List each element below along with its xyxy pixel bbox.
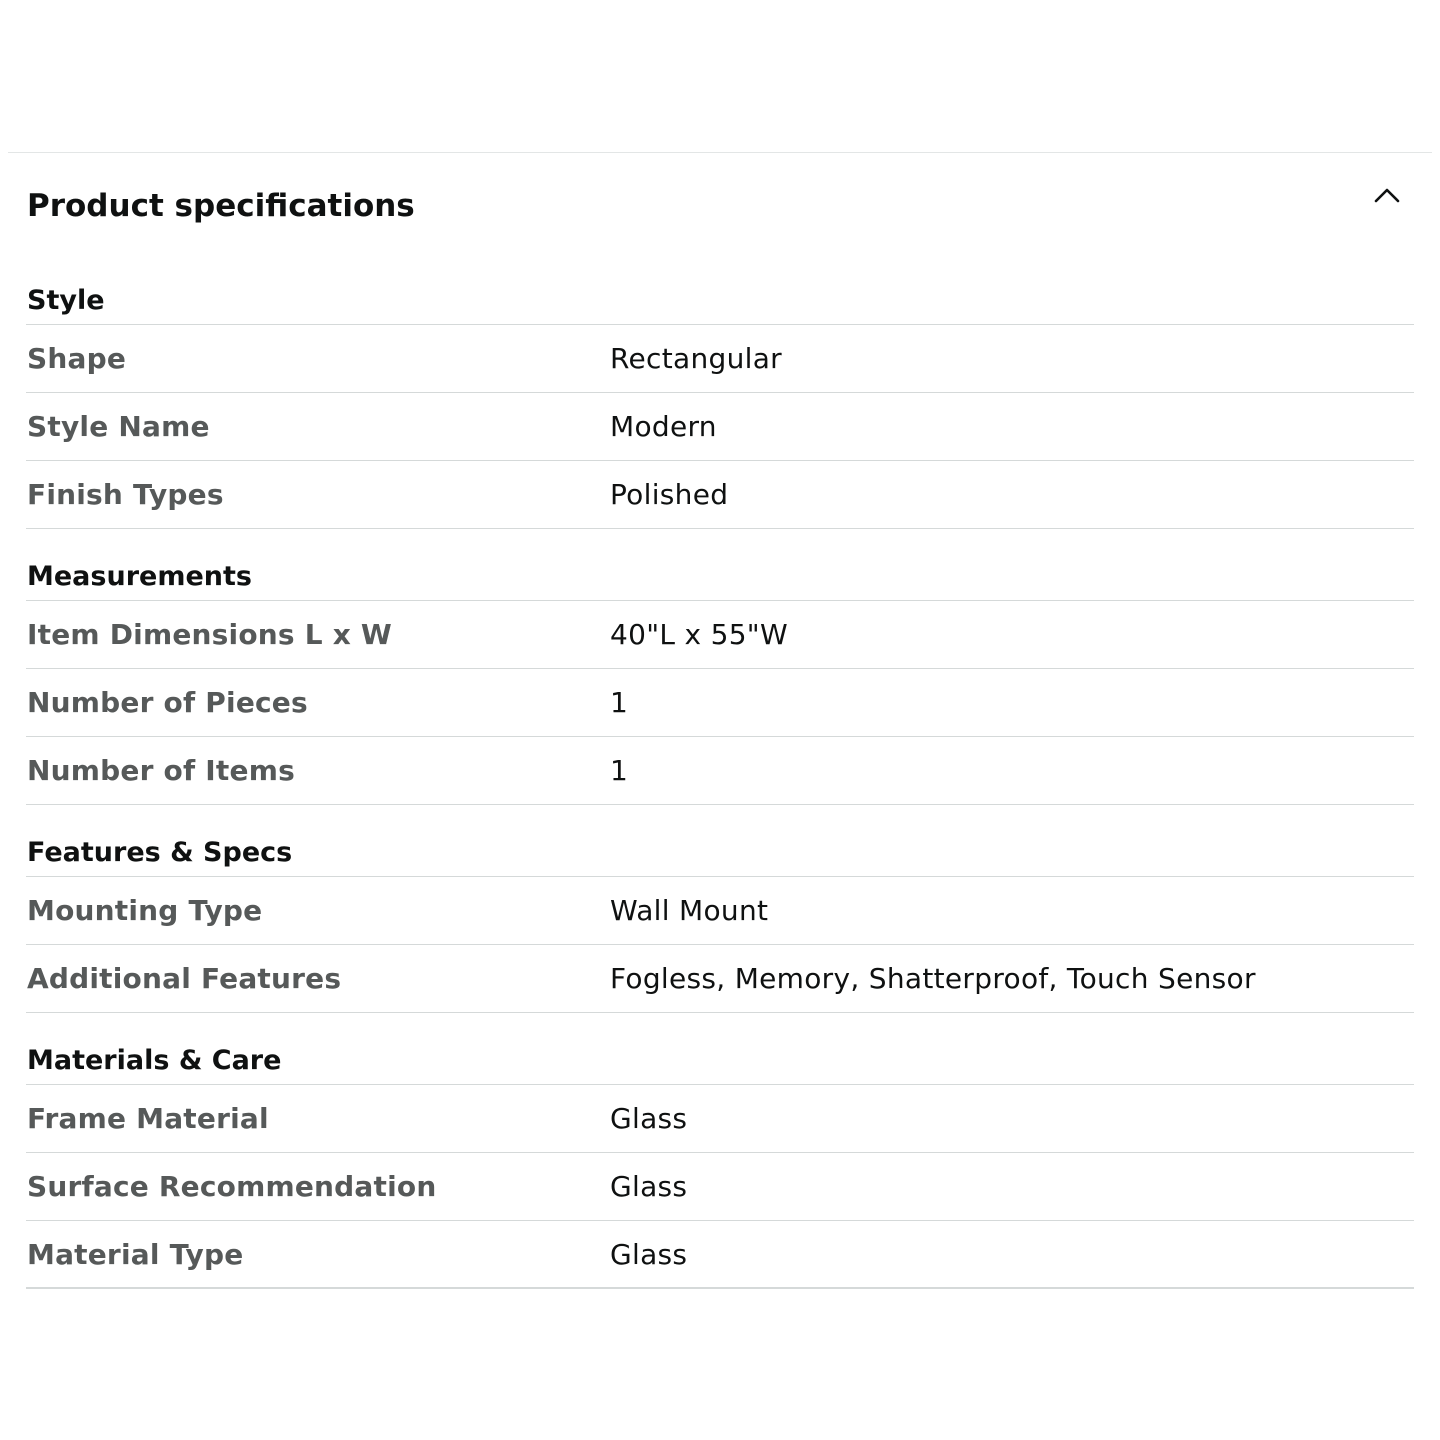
spec-value: Glass [610, 1237, 688, 1271]
spec-label: Number of Items [27, 754, 295, 787]
spec-value: Modern [610, 410, 717, 443]
panel-header[interactable] [26, 153, 1414, 253]
spec-label: Style Name [27, 410, 210, 443]
spec-label: Finish Types [27, 478, 224, 511]
spec-label: Material Type [27, 1237, 244, 1271]
spec-row [26, 325, 1414, 393]
spec-label: Number of Pieces [27, 686, 308, 719]
section-heading-style: Style [26, 253, 1414, 325]
spec-row [26, 1153, 1414, 1221]
spec-value: Glass [610, 1170, 688, 1203]
section-heading-materials-care: Materials & Care [26, 1013, 1414, 1085]
spec-value: Rectangular [610, 342, 782, 375]
spec-row [26, 601, 1414, 669]
spec-value: Wall Mount [610, 894, 769, 927]
spec-value: 1 [610, 754, 629, 787]
spec-label: Item Dimensions L x W [27, 618, 392, 651]
product-specifications-panel [26, 153, 1414, 1289]
spec-row [26, 737, 1414, 805]
spec-label: Mounting Type [27, 894, 263, 927]
spec-row [26, 669, 1414, 737]
spec-label: Surface Recommendation [27, 1170, 437, 1203]
spec-label: Shape [27, 342, 127, 375]
spec-label: Additional Features [27, 962, 342, 995]
spec-value: Glass [610, 1102, 688, 1135]
spec-value: Fogless, Memory, Shatterproof, Touch Sensor [610, 962, 1256, 995]
section-heading-measurements: Measurements [26, 529, 1414, 601]
spec-row [26, 461, 1414, 529]
spec-value: Polished [610, 478, 729, 511]
panel-title: Product specifications [27, 188, 415, 224]
spec-row [26, 1085, 1414, 1153]
spec-row [26, 877, 1414, 945]
spec-value: 1 [610, 686, 629, 719]
spec-label: Frame Material [27, 1102, 269, 1135]
spec-row [26, 945, 1414, 1013]
spec-row [26, 1221, 1414, 1289]
spec-value: 40"L x 55"W [610, 618, 788, 651]
section-heading-features-specs: Features & Specs [26, 805, 1414, 877]
spec-row [26, 393, 1414, 461]
chevron-up-icon[interactable] [1372, 181, 1402, 211]
